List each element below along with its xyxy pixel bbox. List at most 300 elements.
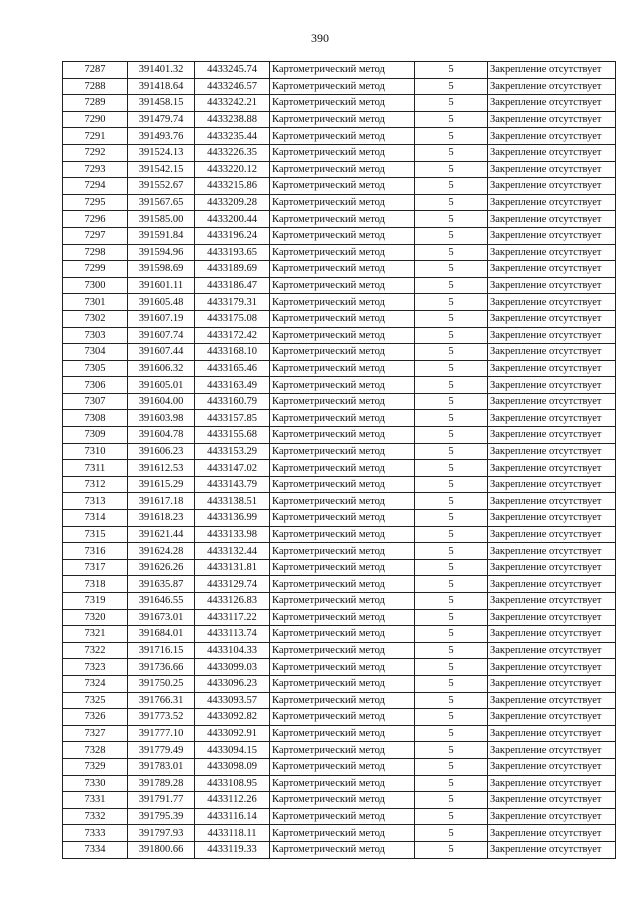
y-coordinate-cell: 4433215.86 (195, 178, 270, 195)
fixing-description-cell: Закрепление отсутствует (488, 327, 616, 344)
x-coordinate-cell: 391783.01 (128, 758, 195, 775)
fixing-description-cell: Закрепление отсутствует (488, 609, 616, 626)
y-coordinate-cell: 4433209.28 (195, 194, 270, 211)
method-cell: Картометрический метод (270, 709, 415, 726)
point-number-cell: 7312 (63, 476, 128, 493)
point-number-cell: 7322 (63, 642, 128, 659)
accuracy-cell: 5 (415, 659, 488, 676)
table-row (63, 675, 616, 692)
x-coordinate-cell: 391418.64 (128, 78, 195, 95)
x-coordinate-cell: 391673.01 (128, 609, 195, 626)
fixing-description-cell: Закрепление отсутствует (488, 642, 616, 659)
point-number-cell: 7323 (63, 659, 128, 676)
fixing-description-cell: Закрепление отсутствует (488, 675, 616, 692)
point-number-cell: 7324 (63, 675, 128, 692)
accuracy-cell: 5 (415, 510, 488, 527)
x-coordinate-cell: 391615.29 (128, 476, 195, 493)
method-cell: Картометрический метод (270, 277, 415, 294)
fixing-description-cell: Закрепление отсутствует (488, 244, 616, 261)
method-cell: Картометрический метод (270, 493, 415, 510)
point-number-cell: 7295 (63, 194, 128, 211)
point-number-cell: 7299 (63, 261, 128, 278)
fixing-description-cell: Закрепление отсутствует (488, 95, 616, 112)
x-coordinate-cell: 391604.78 (128, 427, 195, 444)
y-coordinate-cell: 4433245.74 (195, 62, 270, 79)
y-coordinate-cell: 4433129.74 (195, 576, 270, 593)
table-row (63, 493, 616, 510)
y-coordinate-cell: 4433189.69 (195, 261, 270, 278)
table-row (63, 543, 616, 560)
fixing-description-cell: Закрепление отсутствует (488, 427, 616, 444)
point-number-cell: 7291 (63, 128, 128, 145)
fixing-description-cell: Закрепление отсутствует (488, 460, 616, 477)
y-coordinate-cell: 4433153.29 (195, 443, 270, 460)
fixing-description-cell: Закрепление отсутствует (488, 310, 616, 327)
x-coordinate-cell: 391797.93 (128, 825, 195, 842)
x-coordinate-cell: 391789.28 (128, 775, 195, 792)
method-cell: Картометрический метод (270, 261, 415, 278)
fixing-description-cell: Закрепление отсутствует (488, 161, 616, 178)
fixing-description-cell: Закрепление отсутствует (488, 443, 616, 460)
x-coordinate-cell: 391607.44 (128, 344, 195, 361)
method-cell: Картометрический метод (270, 526, 415, 543)
method-cell: Картометрический метод (270, 609, 415, 626)
x-coordinate-cell: 391736.66 (128, 659, 195, 676)
method-cell: Картометрический метод (270, 543, 415, 560)
accuracy-cell: 5 (415, 609, 488, 626)
table-row (63, 277, 616, 294)
point-number-cell: 7287 (63, 62, 128, 79)
x-coordinate-cell: 391800.66 (128, 841, 195, 858)
accuracy-cell: 5 (415, 742, 488, 759)
point-number-cell: 7320 (63, 609, 128, 626)
table-row (63, 841, 616, 858)
accuracy-cell: 5 (415, 576, 488, 593)
method-cell: Картометрический метод (270, 841, 415, 858)
x-coordinate-cell: 391773.52 (128, 709, 195, 726)
y-coordinate-cell: 4433113.74 (195, 626, 270, 643)
method-cell: Картометрический метод (270, 659, 415, 676)
x-coordinate-cell: 391604.00 (128, 393, 195, 410)
table-row (63, 194, 616, 211)
table-row (63, 609, 616, 626)
x-coordinate-cell: 391458.15 (128, 95, 195, 112)
y-coordinate-cell: 4433108.95 (195, 775, 270, 792)
table-row (63, 261, 616, 278)
y-coordinate-cell: 4433220.12 (195, 161, 270, 178)
method-cell: Картометрический метод (270, 393, 415, 410)
x-coordinate-cell: 391621.44 (128, 526, 195, 543)
table-row (63, 559, 616, 576)
accuracy-cell: 5 (415, 128, 488, 145)
y-coordinate-cell: 4433118.11 (195, 825, 270, 842)
table-row (63, 476, 616, 493)
y-coordinate-cell: 4433168.10 (195, 344, 270, 361)
point-number-cell: 7328 (63, 742, 128, 759)
x-coordinate-cell: 391777.10 (128, 725, 195, 742)
y-coordinate-cell: 4433098.09 (195, 758, 270, 775)
y-coordinate-cell: 4433163.49 (195, 377, 270, 394)
x-coordinate-cell: 391542.15 (128, 161, 195, 178)
x-coordinate-cell: 391493.76 (128, 128, 195, 145)
table-row (63, 144, 616, 161)
y-coordinate-cell: 4433096.23 (195, 675, 270, 692)
accuracy-cell: 5 (415, 626, 488, 643)
method-cell: Картометрический метод (270, 377, 415, 394)
table-row (63, 709, 616, 726)
method-cell: Картометрический метод (270, 78, 415, 95)
y-coordinate-cell: 4433193.65 (195, 244, 270, 261)
table-row (63, 178, 616, 195)
y-coordinate-cell: 4433235.44 (195, 128, 270, 145)
accuracy-cell: 5 (415, 111, 488, 128)
x-coordinate-cell: 391552.67 (128, 178, 195, 195)
point-number-cell: 7314 (63, 510, 128, 527)
accuracy-cell: 5 (415, 476, 488, 493)
method-cell: Картометрический метод (270, 161, 415, 178)
method-cell: Картометрический метод (270, 758, 415, 775)
x-coordinate-cell: 391479.74 (128, 111, 195, 128)
table-row (63, 244, 616, 261)
fixing-description-cell: Закрепление отсутствует (488, 261, 616, 278)
accuracy-cell: 5 (415, 227, 488, 244)
fixing-description-cell: Закрепление отсутствует (488, 476, 616, 493)
method-cell: Картометрический метод (270, 294, 415, 311)
table-row (63, 792, 616, 809)
table-row (63, 510, 616, 527)
method-cell: Картометрический метод (270, 327, 415, 344)
fixing-description-cell: Закрепление отсутствует (488, 792, 616, 809)
y-coordinate-cell: 4433116.14 (195, 808, 270, 825)
x-coordinate-cell: 391401.32 (128, 62, 195, 79)
y-coordinate-cell: 4433238.88 (195, 111, 270, 128)
accuracy-cell: 5 (415, 344, 488, 361)
accuracy-cell: 5 (415, 294, 488, 311)
x-coordinate-cell: 391607.19 (128, 310, 195, 327)
point-number-cell: 7327 (63, 725, 128, 742)
fixing-description-cell: Закрепление отсутствует (488, 194, 616, 211)
table-row (63, 692, 616, 709)
point-number-cell: 7313 (63, 493, 128, 510)
method-cell: Картометрический метод (270, 510, 415, 527)
table-row (63, 808, 616, 825)
fixing-description-cell: Закрепление отсутствует (488, 742, 616, 759)
y-coordinate-cell: 4433196.24 (195, 227, 270, 244)
fixing-description-cell: Закрепление отсутствует (488, 344, 616, 361)
fixing-description-cell: Закрепление отсутствует (488, 227, 616, 244)
table-row (63, 576, 616, 593)
method-cell: Картометрический метод (270, 62, 415, 79)
point-number-cell: 7306 (63, 377, 128, 394)
method-cell: Картометрический метод (270, 825, 415, 842)
point-number-cell: 7303 (63, 327, 128, 344)
accuracy-cell: 5 (415, 427, 488, 444)
accuracy-cell: 5 (415, 543, 488, 560)
accuracy-cell: 5 (415, 692, 488, 709)
table-row (63, 62, 616, 79)
fixing-description-cell: Закрепление отсутствует (488, 144, 616, 161)
accuracy-cell: 5 (415, 360, 488, 377)
point-number-cell: 7318 (63, 576, 128, 593)
fixing-description-cell: Закрепление отсутствует (488, 510, 616, 527)
point-number-cell: 7305 (63, 360, 128, 377)
table-row (63, 344, 616, 361)
point-number-cell: 7330 (63, 775, 128, 792)
point-number-cell: 7304 (63, 344, 128, 361)
x-coordinate-cell: 391618.23 (128, 510, 195, 527)
table-row (63, 725, 616, 742)
point-number-cell: 7315 (63, 526, 128, 543)
fixing-description-cell: Закрепление отсутствует (488, 211, 616, 228)
fixing-description-cell: Закрепление отсутствует (488, 659, 616, 676)
x-coordinate-cell: 391635.87 (128, 576, 195, 593)
point-number-cell: 7311 (63, 460, 128, 477)
method-cell: Картометрический метод (270, 692, 415, 709)
method-cell: Картометрический метод (270, 443, 415, 460)
table-row (63, 758, 616, 775)
point-number-cell: 7329 (63, 758, 128, 775)
point-number-cell: 7288 (63, 78, 128, 95)
fixing-description-cell: Закрепление отсутствует (488, 377, 616, 394)
point-number-cell: 7308 (63, 410, 128, 427)
method-cell: Картометрический метод (270, 725, 415, 742)
fixing-description-cell: Закрепление отсутствует (488, 808, 616, 825)
accuracy-cell: 5 (415, 775, 488, 792)
fixing-description-cell: Закрепление отсутствует (488, 78, 616, 95)
point-number-cell: 7321 (63, 626, 128, 643)
method-cell: Картометрический метод (270, 194, 415, 211)
accuracy-cell: 5 (415, 493, 488, 510)
fixing-description-cell: Закрепление отсутствует (488, 543, 616, 560)
fixing-description-cell: Закрепление отсутствует (488, 825, 616, 842)
fixing-description-cell: Закрепление отсутствует (488, 493, 616, 510)
accuracy-cell: 5 (415, 526, 488, 543)
x-coordinate-cell: 391603.98 (128, 410, 195, 427)
fixing-description-cell: Закрепление отсутствует (488, 709, 616, 726)
table-row (63, 742, 616, 759)
fixing-description-cell: Закрепление отсутствует (488, 526, 616, 543)
x-coordinate-cell: 391524.13 (128, 144, 195, 161)
y-coordinate-cell: 4433200.44 (195, 211, 270, 228)
fixing-description-cell: Закрепление отсутствует (488, 111, 616, 128)
table-row (63, 128, 616, 145)
x-coordinate-cell: 391598.69 (128, 261, 195, 278)
accuracy-cell: 5 (415, 161, 488, 178)
point-number-cell: 7302 (63, 310, 128, 327)
x-coordinate-cell: 391716.15 (128, 642, 195, 659)
y-coordinate-cell: 4433160.79 (195, 393, 270, 410)
accuracy-cell: 5 (415, 393, 488, 410)
point-number-cell: 7333 (63, 825, 128, 842)
method-cell: Картометрический метод (270, 742, 415, 759)
y-coordinate-cell: 4433126.83 (195, 593, 270, 610)
accuracy-cell: 5 (415, 792, 488, 809)
accuracy-cell: 5 (415, 377, 488, 394)
y-coordinate-cell: 4433093.57 (195, 692, 270, 709)
accuracy-cell: 5 (415, 559, 488, 576)
accuracy-cell: 5 (415, 642, 488, 659)
table-row (63, 393, 616, 410)
y-coordinate-cell: 4433119.33 (195, 841, 270, 858)
fixing-description-cell: Закрепление отсутствует (488, 294, 616, 311)
fixing-description-cell: Закрепление отсутствует (488, 62, 616, 79)
y-coordinate-cell: 4433172.42 (195, 327, 270, 344)
y-coordinate-cell: 4433104.33 (195, 642, 270, 659)
fixing-description-cell: Закрепление отсутствует (488, 725, 616, 742)
y-coordinate-cell: 4433132.44 (195, 543, 270, 560)
accuracy-cell: 5 (415, 841, 488, 858)
table-row (63, 95, 616, 112)
x-coordinate-cell: 391567.65 (128, 194, 195, 211)
method-cell: Картометрический метод (270, 244, 415, 261)
accuracy-cell: 5 (415, 825, 488, 842)
point-number-cell: 7332 (63, 808, 128, 825)
fixing-description-cell: Закрепление отсутствует (488, 626, 616, 643)
y-coordinate-cell: 4433155.68 (195, 427, 270, 444)
table-row (63, 659, 616, 676)
table-row (63, 161, 616, 178)
accuracy-cell: 5 (415, 808, 488, 825)
accuracy-cell: 5 (415, 310, 488, 327)
accuracy-cell: 5 (415, 443, 488, 460)
x-coordinate-cell: 391607.74 (128, 327, 195, 344)
page-number: 390 (311, 31, 329, 45)
point-number-cell: 7290 (63, 111, 128, 128)
x-coordinate-cell: 391624.28 (128, 543, 195, 560)
accuracy-cell: 5 (415, 460, 488, 477)
y-coordinate-cell: 4433133.98 (195, 526, 270, 543)
x-coordinate-cell: 391750.25 (128, 675, 195, 692)
point-number-cell: 7292 (63, 144, 128, 161)
table-row (63, 211, 616, 228)
method-cell: Картометрический метод (270, 360, 415, 377)
fixing-description-cell: Закрепление отсутствует (488, 360, 616, 377)
method-cell: Картометрический метод (270, 111, 415, 128)
accuracy-cell: 5 (415, 758, 488, 775)
table-row (63, 377, 616, 394)
x-coordinate-cell: 391626.26 (128, 559, 195, 576)
point-number-cell: 7298 (63, 244, 128, 261)
method-cell: Картометрический метод (270, 675, 415, 692)
fixing-description-cell: Закрепление отсутствует (488, 393, 616, 410)
x-coordinate-cell: 391646.55 (128, 593, 195, 610)
table-row (63, 427, 616, 444)
table-row (63, 825, 616, 842)
coordinates-table-body (63, 62, 616, 859)
accuracy-cell: 5 (415, 277, 488, 294)
fixing-description-cell: Закрепление отсутствует (488, 775, 616, 792)
method-cell: Картометрический метод (270, 559, 415, 576)
accuracy-cell: 5 (415, 194, 488, 211)
y-coordinate-cell: 4433099.03 (195, 659, 270, 676)
x-coordinate-cell: 391795.39 (128, 808, 195, 825)
method-cell: Картометрический метод (270, 775, 415, 792)
point-number-cell: 7309 (63, 427, 128, 444)
table-row (63, 593, 616, 610)
method-cell: Картометрический метод (270, 310, 415, 327)
x-coordinate-cell: 391606.23 (128, 443, 195, 460)
y-coordinate-cell: 4433131.81 (195, 559, 270, 576)
fixing-description-cell: Закрепление отсутствует (488, 128, 616, 145)
point-number-cell: 7293 (63, 161, 128, 178)
table-row (63, 642, 616, 659)
fixing-description-cell: Закрепление отсутствует (488, 410, 616, 427)
accuracy-cell: 5 (415, 675, 488, 692)
method-cell: Картометрический метод (270, 460, 415, 477)
method-cell: Картометрический метод (270, 427, 415, 444)
y-coordinate-cell: 4433175.08 (195, 310, 270, 327)
y-coordinate-cell: 4433157.85 (195, 410, 270, 427)
y-coordinate-cell: 4433165.46 (195, 360, 270, 377)
y-coordinate-cell: 4433143.79 (195, 476, 270, 493)
table-row (63, 460, 616, 477)
point-number-cell: 7310 (63, 443, 128, 460)
accuracy-cell: 5 (415, 211, 488, 228)
method-cell: Картометрический метод (270, 792, 415, 809)
y-coordinate-cell: 4433242.21 (195, 95, 270, 112)
x-coordinate-cell: 391791.77 (128, 792, 195, 809)
method-cell: Картометрический метод (270, 128, 415, 145)
accuracy-cell: 5 (415, 144, 488, 161)
method-cell: Картометрический метод (270, 211, 415, 228)
point-number-cell: 7334 (63, 841, 128, 858)
method-cell: Картометрический метод (270, 593, 415, 610)
x-coordinate-cell: 391779.49 (128, 742, 195, 759)
coordinates-table (62, 61, 616, 859)
accuracy-cell: 5 (415, 593, 488, 610)
y-coordinate-cell: 4433136.99 (195, 510, 270, 527)
method-cell: Картометрический метод (270, 576, 415, 593)
x-coordinate-cell: 391617.18 (128, 493, 195, 510)
point-number-cell: 7294 (63, 178, 128, 195)
x-coordinate-cell: 391594.96 (128, 244, 195, 261)
accuracy-cell: 5 (415, 178, 488, 195)
method-cell: Картометрический метод (270, 227, 415, 244)
y-coordinate-cell: 4433117.22 (195, 609, 270, 626)
y-coordinate-cell: 4433226.35 (195, 144, 270, 161)
table-row (63, 294, 616, 311)
y-coordinate-cell: 4433094.15 (195, 742, 270, 759)
x-coordinate-cell: 391606.32 (128, 360, 195, 377)
fixing-description-cell: Закрепление отсутствует (488, 692, 616, 709)
point-number-cell: 7297 (63, 227, 128, 244)
y-coordinate-cell: 4433138.51 (195, 493, 270, 510)
method-cell: Картометрический метод (270, 476, 415, 493)
x-coordinate-cell: 391612.53 (128, 460, 195, 477)
point-number-cell: 7300 (63, 277, 128, 294)
accuracy-cell: 5 (415, 62, 488, 79)
fixing-description-cell: Закрепление отсутствует (488, 277, 616, 294)
table-row (63, 443, 616, 460)
y-coordinate-cell: 4433092.82 (195, 709, 270, 726)
y-coordinate-cell: 4433147.02 (195, 460, 270, 477)
x-coordinate-cell: 391591.84 (128, 227, 195, 244)
point-number-cell: 7301 (63, 294, 128, 311)
y-coordinate-cell: 4433186.47 (195, 277, 270, 294)
table-row (63, 111, 616, 128)
y-coordinate-cell: 4433092.91 (195, 725, 270, 742)
table-row (63, 78, 616, 95)
fixing-description-cell: Закрепление отсутствует (488, 758, 616, 775)
fixing-description-cell: Закрепление отсутствует (488, 559, 616, 576)
table-row (63, 327, 616, 344)
point-number-cell: 7316 (63, 543, 128, 560)
table-row (63, 360, 616, 377)
accuracy-cell: 5 (415, 725, 488, 742)
point-number-cell: 7319 (63, 593, 128, 610)
accuracy-cell: 5 (415, 78, 488, 95)
fixing-description-cell: Закрепление отсутствует (488, 593, 616, 610)
